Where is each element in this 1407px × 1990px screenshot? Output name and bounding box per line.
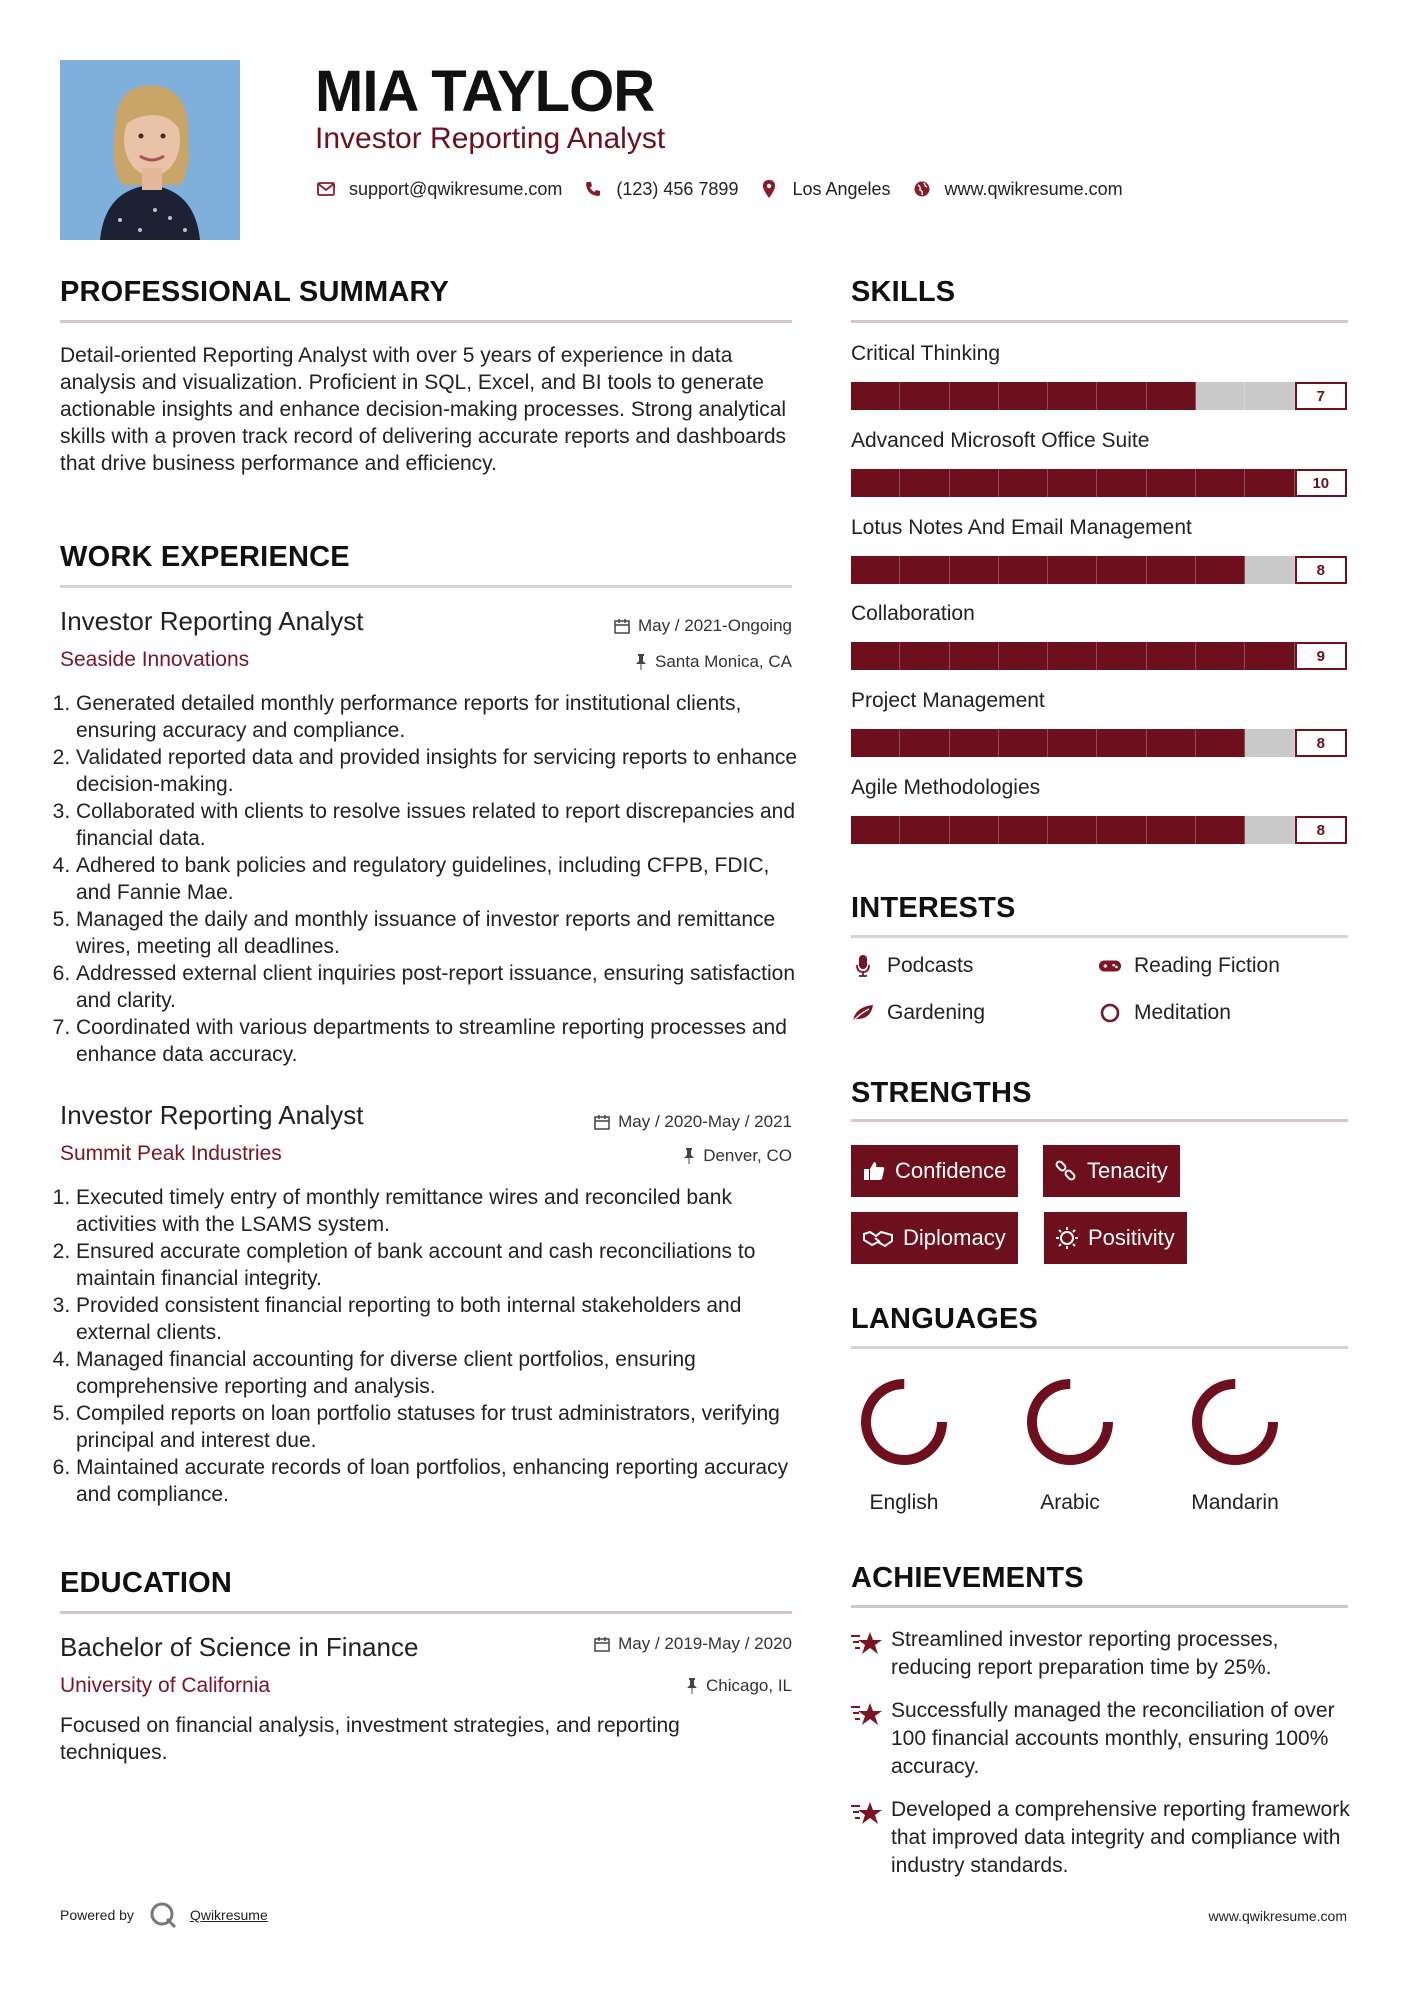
- skill-segment: [851, 642, 900, 670]
- achievement-item: Developed a comprehensive reporting framework that improved data integrity and compliance with industry standards.: [851, 1796, 1351, 1880]
- skill-segment: [1196, 556, 1245, 584]
- skill-segment: [950, 729, 999, 757]
- contact-website[interactable]: www.qwikresume.com: [944, 178, 1123, 199]
- degree-title: Bachelor of Science in Finance: [60, 1632, 419, 1662]
- skill-bar: [851, 816, 1347, 844]
- skills-divider: [851, 320, 1348, 323]
- sun-icon: [1056, 1227, 1078, 1249]
- candidate-name: MIA TAYLOR: [315, 59, 655, 124]
- skill-segment: [1097, 469, 1146, 497]
- handshake-icon: [863, 1228, 893, 1248]
- language-ring: [1175, 1372, 1295, 1472]
- skill-segment: [1048, 469, 1097, 497]
- education-date: May / 2019-May / 2020: [500, 1634, 792, 1654]
- pushpin-icon: [686, 1678, 698, 1694]
- phone-icon: [582, 178, 604, 200]
- list-item: 4. Managed financial accounting for diverse client portfolios, ensuring comprehensive reporting and analysis.: [76, 1346, 798, 1400]
- skill-label: Project Management: [851, 689, 1045, 712]
- skill-segment: [999, 816, 1048, 844]
- achievement-item: Streamlined investor reporting processes, reducing report preparation time by 25%.: [851, 1626, 1351, 1682]
- skill-label: Advanced Microsoft Office Suite: [851, 429, 1150, 452]
- strength-chip: Diplomacy: [851, 1212, 1018, 1264]
- job-company: Summit Peak Industries: [60, 1142, 282, 1165]
- achievements-divider: [851, 1605, 1348, 1608]
- language-ring: [1010, 1372, 1130, 1472]
- skill-level-badge: 8: [1295, 729, 1347, 757]
- interest-item: Gardening: [851, 1001, 985, 1025]
- contact-row: [315, 178, 1143, 200]
- skill-segment: [851, 729, 900, 757]
- skill-segment: [1048, 729, 1097, 757]
- interests-heading: INTERESTS: [851, 892, 1016, 924]
- skill-bar: [851, 642, 1347, 670]
- language-level-arc: [1032, 1384, 1108, 1460]
- skill-segment: [1196, 816, 1245, 844]
- microphone-icon: [851, 955, 875, 977]
- map-pin-icon: [758, 178, 780, 200]
- skill-segment: [1196, 642, 1245, 670]
- list-item: 5. Managed the daily and monthly issuance of investor reports and remittance wires, meeting all deadlines.: [76, 906, 798, 960]
- experience-heading: WORK EXPERIENCE: [60, 541, 350, 573]
- list-item: 5. Compiled reports on loan portfolio statuses for trust administrators, verifying principal and interest due.: [76, 1400, 798, 1454]
- skill-segment: [950, 382, 999, 410]
- list-item: 3. Provided consistent financial reporting to both internal stakeholders and external clients.: [76, 1292, 798, 1346]
- skill-segment: [1147, 729, 1196, 757]
- interest-item: Reading Fiction: [1098, 954, 1280, 978]
- list-item: 4. Adhered to bank policies and regulatory guidelines, including CFPB, FDIC, and Fannie Mae.: [76, 852, 798, 906]
- footer-powered: Powered by Qwikresume: [60, 1900, 268, 1930]
- job-company: Seaside Innovations: [60, 648, 250, 671]
- skill-level-badge: 9: [1295, 642, 1347, 670]
- skill-segment: [1147, 382, 1196, 410]
- summary-heading: PROFESSIONAL SUMMARY: [60, 276, 450, 308]
- strength-chip: Positivity: [1044, 1212, 1187, 1264]
- envelope-icon: [315, 178, 337, 200]
- skill-segment: [1048, 816, 1097, 844]
- skill-label: Lotus Notes And Email Management: [851, 516, 1192, 539]
- skill-segment: [1147, 469, 1196, 497]
- language-ring: [844, 1372, 964, 1472]
- skill-bar: [851, 469, 1347, 497]
- star-icon: [851, 1697, 891, 1781]
- leaf-icon: [851, 1003, 875, 1023]
- skill-segment: [1097, 642, 1146, 670]
- list-item: 2. Ensured accurate completion of bank account and cash reconciliations to maintain financial integrity.: [76, 1238, 798, 1292]
- skill-label: Collaboration: [851, 602, 975, 625]
- footer-website[interactable]: www.qwikresume.com: [1208, 1908, 1347, 1924]
- skill-segment: [999, 556, 1048, 584]
- calendar-icon: [594, 1636, 610, 1652]
- achievements-heading: ACHIEVEMENTS: [851, 1562, 1084, 1594]
- skill-segment: [1097, 556, 1146, 584]
- skill-segment: [1196, 729, 1245, 757]
- experience-divider: [60, 585, 792, 588]
- skill-segment: [999, 382, 1048, 410]
- globe-icon: [911, 178, 933, 200]
- list-item: 6. Maintained accurate records of loan portfolios, enhancing reporting accuracy and compliance.: [76, 1454, 798, 1508]
- list-item: 7. Coordinated with various departments to streamline reporting processes and enhance data accuracy.: [76, 1014, 798, 1068]
- skill-segment: [851, 382, 900, 410]
- contact-phone[interactable]: (123) 456 7899: [616, 178, 739, 199]
- list-item: 1. Executed timely entry of monthly remittance wires and reconciled bank activities with the LSAMS system.: [76, 1184, 798, 1238]
- job-date: May / 2020-May / 2021: [500, 1112, 792, 1132]
- pushpin-icon: [683, 1148, 695, 1164]
- skill-label: Agile Methodologies: [851, 776, 1041, 799]
- skill-segment: [900, 382, 949, 410]
- achievement-item: Successfully managed the reconciliation of over 100 financial accounts monthly, ensuring 100% accuracy.: [851, 1697, 1351, 1781]
- footer-brand-link[interactable]: Qwikresume: [189, 1907, 268, 1923]
- strength-chip: Tenacity: [1043, 1145, 1180, 1197]
- profile-photo: [60, 60, 240, 240]
- skill-segment: [1245, 729, 1294, 757]
- skill-segment: [999, 469, 1048, 497]
- skill-segment: [999, 729, 1048, 757]
- education-divider: [60, 1611, 792, 1614]
- skill-segment: [1196, 469, 1245, 497]
- skill-segment: [950, 556, 999, 584]
- skill-segment: [1245, 642, 1294, 670]
- language-item: [844, 1372, 964, 1515]
- skill-segment: [1048, 382, 1097, 410]
- language-label: Mandarin: [1191, 1491, 1279, 1514]
- job-bullets: [58, 1184, 798, 1508]
- skill-segment: [1097, 816, 1146, 844]
- summary-text: Detail-oriented Reporting Analyst with over 5 years of experience in data analysis and visualization. Proficient in SQL, Excel, and BI tools to generate actionable insights and enhance decision-making processes. Strong analytical skills with a proven track record of delivering accurate reports and dashboards that drive business performance and efficiency.: [60, 344, 787, 475]
- job-title: Investor Reporting Analyst: [60, 606, 364, 636]
- skill-segment: [1147, 556, 1196, 584]
- skill-segment: [950, 816, 999, 844]
- contact-location: Los Angeles: [792, 178, 891, 199]
- list-item: 3. Collaborated with clients to resolve issues related to report discrepancies and financial data.: [76, 798, 798, 852]
- link-icon: [1055, 1160, 1077, 1182]
- skill-segment: [1097, 382, 1146, 410]
- candidate-title: Investor Reporting Analyst: [315, 122, 666, 155]
- skill-segment: [1147, 642, 1196, 670]
- languages-divider: [851, 1346, 1348, 1349]
- school-name: University of California: [60, 1674, 271, 1697]
- skill-bar: [851, 382, 1347, 410]
- skill-segment: [1048, 642, 1097, 670]
- skill-segment: [1097, 729, 1146, 757]
- strength-chip: Confidence: [851, 1145, 1018, 1197]
- skill-segment: [1048, 556, 1097, 584]
- qwikresume-logo-icon: [148, 1900, 178, 1930]
- skill-segment: [1245, 469, 1294, 497]
- skills-heading: SKILLS: [851, 276, 956, 308]
- summary-divider: [60, 320, 792, 323]
- languages-heading: LANGUAGES: [851, 1303, 1039, 1335]
- star-icon: [851, 1796, 891, 1880]
- strengths-heading: STRENGTHS: [851, 1077, 1032, 1109]
- skill-segment: [1196, 382, 1245, 410]
- interest-item: Meditation: [1098, 1001, 1231, 1025]
- language-item: [1010, 1372, 1130, 1515]
- language-level-arc: [866, 1384, 942, 1460]
- skill-level-badge: 8: [1295, 816, 1347, 844]
- skill-level-badge: 8: [1295, 556, 1347, 584]
- skill-segment: [851, 556, 900, 584]
- list-item: 6. Addressed external client inquiries post-report issuance, ensuring satisfaction and clarity.: [76, 960, 798, 1014]
- skill-segment: [900, 729, 949, 757]
- skill-segment: [999, 642, 1048, 670]
- skill-segment: [1245, 816, 1294, 844]
- list-item: 1. Generated detailed monthly performance reports for institutional clients, ensuring accuracy and compliance.: [76, 690, 798, 744]
- pushpin-icon: [635, 654, 647, 670]
- job-location: Santa Monica, CA: [500, 652, 792, 672]
- strengths-divider: [851, 1119, 1348, 1122]
- skill-segment: [1245, 382, 1294, 410]
- skill-segment: [950, 642, 999, 670]
- language-item: [1175, 1372, 1295, 1515]
- education-text: Focused on financial analysis, investment strategies, and reporting techniques.: [60, 1714, 680, 1764]
- skill-segment: [950, 469, 999, 497]
- skill-segment: [900, 556, 949, 584]
- calendar-icon: [614, 618, 630, 634]
- language-level-arc: [1197, 1384, 1273, 1460]
- skill-bar: [851, 729, 1347, 757]
- language-label: English: [869, 1491, 939, 1514]
- education-heading: EDUCATION: [60, 1567, 233, 1599]
- interests-divider: [851, 935, 1348, 938]
- skill-level-badge: 10: [1295, 469, 1347, 497]
- skill-level-badge: 7: [1295, 382, 1347, 410]
- star-icon: [851, 1626, 891, 1682]
- skill-segment: [1245, 556, 1294, 584]
- interest-item: Podcasts: [851, 954, 973, 978]
- calendar-icon: [594, 1114, 610, 1130]
- job-date: May / 2021-Ongoing: [500, 616, 792, 636]
- skill-segment: [851, 816, 900, 844]
- list-item: 2. Validated reported data and provided insights for servicing reports to enhance decision-making.: [76, 744, 798, 798]
- job-title: Investor Reporting Analyst: [60, 1100, 364, 1130]
- skill-segment: [900, 816, 949, 844]
- skill-segment: [1147, 816, 1196, 844]
- skill-segment: [900, 469, 949, 497]
- job-location: Denver, CO: [500, 1146, 792, 1166]
- contact-email[interactable]: support@qwikresume.com: [349, 178, 563, 199]
- language-label: Arabic: [1040, 1491, 1100, 1514]
- circle-icon: [1098, 1003, 1122, 1023]
- skill-segment: [851, 469, 900, 497]
- skill-label: Critical Thinking: [851, 342, 1000, 365]
- gamepad-icon: [1098, 958, 1122, 974]
- job-bullets: [58, 690, 798, 1068]
- education-location: Chicago, IL: [500, 1676, 792, 1696]
- thumbs-up-icon: [863, 1161, 885, 1181]
- skill-segment: [900, 642, 949, 670]
- skill-bar: [851, 556, 1347, 584]
